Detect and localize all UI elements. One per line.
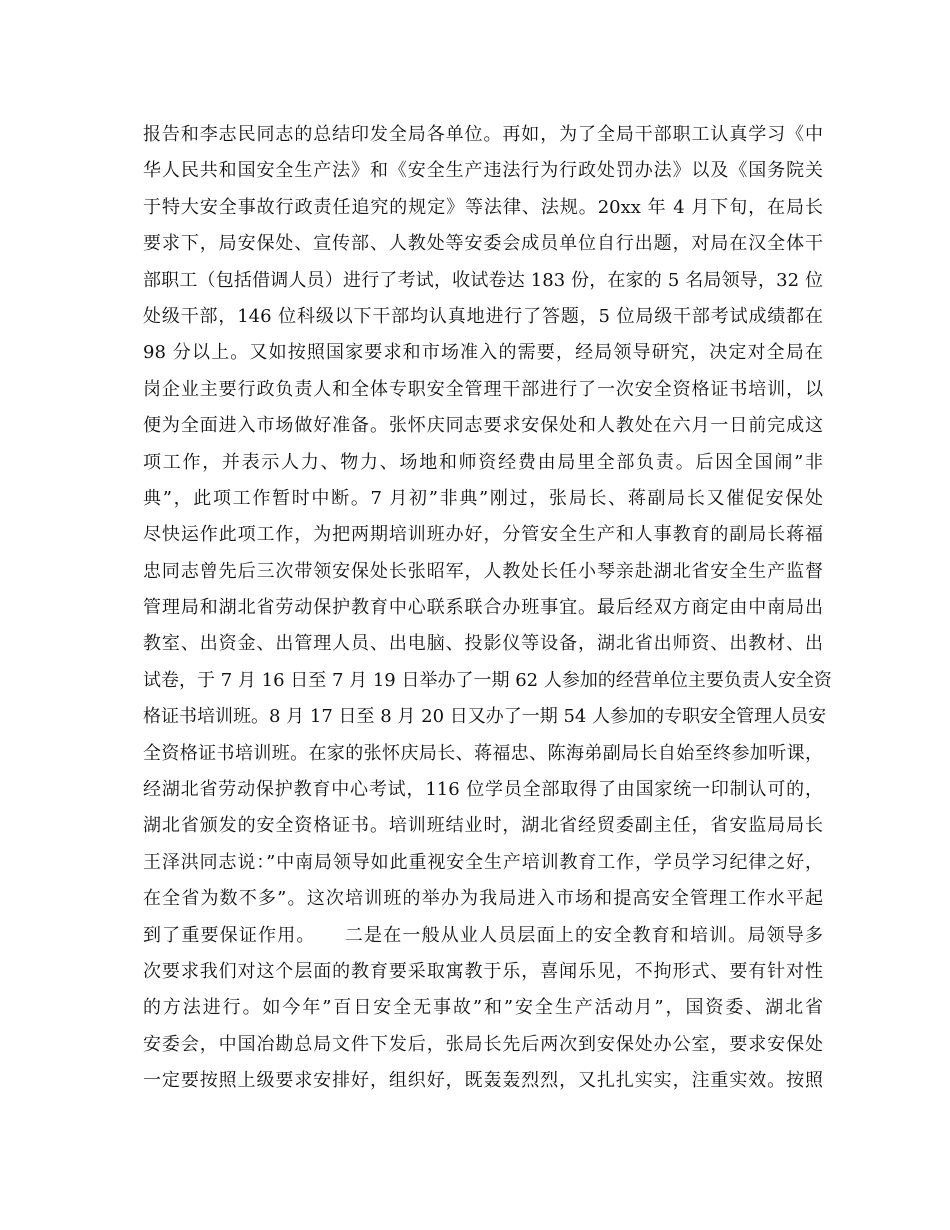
text-line: 湖北省颁发的安全资格证书。培训班结业时，湖北省经贸委副主任，省安监局局长 [143, 815, 823, 837]
text-line: 教室、出资金、出管理人员、出电脑、投影仪等设备，湖北省出师资、出教材、出 [143, 633, 823, 655]
text-line: 一定要按照上级要求安排好，组织好，既轰轰烈烈，又扎扎实实，注重实效。按照 [143, 1070, 823, 1092]
text-line: 要求下，局安保处、宣传部、人教处等安委会成员单位自行出题，对局在汉全体干 [143, 233, 823, 255]
text-line: 在全省为数不多”。这次培训班的举办为我局进入市场和提高安全管理工作水平起 [143, 888, 823, 910]
text-line: 忠同志曾先后三次带领安保处长张昭军，人教处长任小琴亲赴湖北省安全生产监督 [143, 560, 823, 582]
text-line: 试卷，于 7 月 16 日至 7 月 19 日举办了一期 62 人参加的经营单位主要负责人安全资 [143, 669, 832, 691]
text-line: 安委会，中国冶勘总局文件下发后，张局长先后两次到安保处办公室，要求安保处 [143, 1033, 823, 1055]
text-line: 报告和李志民同志的总结印发全局各单位。再如，为了全局干部职工认真学习《中 [143, 124, 823, 145]
text-line: 98 分以上。又如按照国家要求和市场准入的需要，经局领导研究，决定对全局在 [143, 342, 823, 364]
text-line: 经湖北省劳动保护教育中心考试，116 位学员全部取得了由国家统一印制认可的， [143, 779, 823, 801]
text-line: 全资格证书培训班。在家的张怀庆局长、蒋福忠、陈海弟副局长自始至终参加听课， [143, 742, 823, 764]
text-line: 部职工（包括借调人员）进行了考试，收试卷达 183 份，在家的 5 名局领导，32 位 [143, 269, 823, 291]
text-line: 处级干部，146 位科级以下干部均认真地进行了答题，5 位局级干部考试成绩都在 [143, 305, 823, 327]
text-line: 次要求我们对这个层面的教育要采取寓教于乐，喜闻乐见，不拘形式、要有针对性 [143, 960, 823, 982]
text-line: 管理局和湖北省劳动保护教育中心联系联合办班事宜。最后经双方商定由中南局出 [143, 597, 823, 619]
text-line: 华人民共和国安全生产法》和《安全生产违法行为行政处罚办法》以及《国务院关 [143, 160, 823, 182]
text-line: 的方法进行。如今年”百日安全无事故”和”安全生产活动月”，国资委、湖北省 [143, 997, 823, 1019]
text-line: 格证书培训班。8 月 17 日至 8 月 20 日又办了一期 54 人参加的专职安全管理人员安 [143, 706, 827, 728]
body-paragraph [143, 117, 832, 1100]
text-line: 项工作，并表示人力、物力、场地和师资经费由局里全部负责。后因全国闹”非 [143, 451, 823, 473]
text-line: 于特大安全事故行政责任追究的规定》等法律、法规。20xx 年 4 月下旬，在局长 [143, 196, 823, 218]
text-line: 便为全面进入市场做好准备。张怀庆同志要求安保处和人教处在六月一日前完成这 [143, 415, 823, 437]
text-line: 典”，此项工作暂时中断。7 月初”非典”刚过，张局长、蒋副局长又催促安保处 [143, 487, 823, 509]
text-line: 岗企业主要行政负责人和全体专职安全管理干部进行了一次安全资格证书培训，以 [143, 378, 823, 400]
text-line: 王泽洪同志说：”中南局领导如此重视安全生产培训教育工作，学员学习纪律之好， [143, 851, 823, 873]
text-line: 尽快运作此项工作，为把两期培训班办好，分管安全生产和人事教育的副局长蒋福 [143, 524, 823, 546]
text-line: 到了重要保证作用。 二是在一般从业人员层面上的安全教育和培训。局领导多 [143, 924, 823, 946]
